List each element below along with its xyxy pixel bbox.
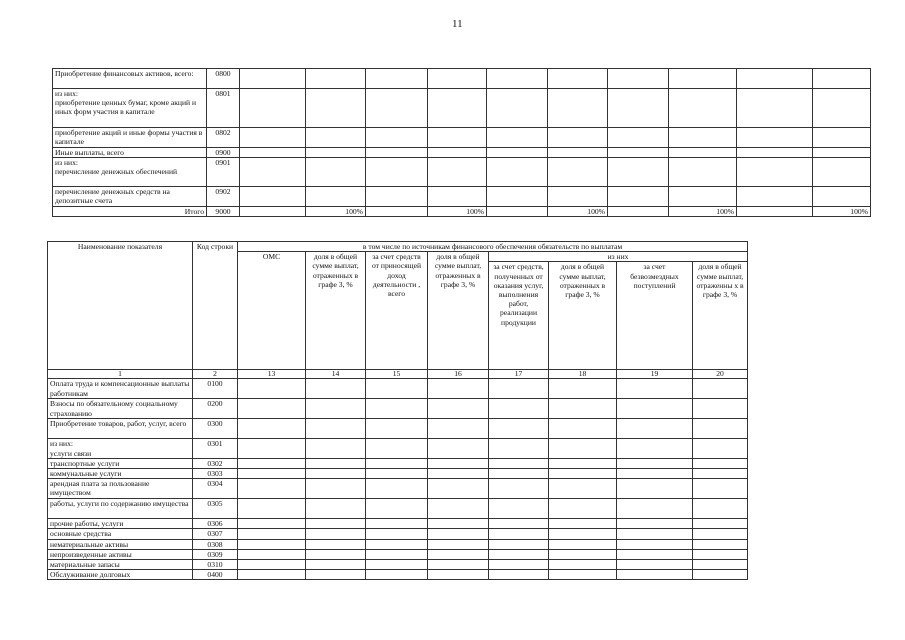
value-cell [238, 469, 306, 479]
value-cell [669, 187, 737, 206]
value-cell [306, 458, 366, 468]
total-code: 9000 [207, 206, 240, 216]
value-cell [489, 529, 549, 539]
value-cell [813, 148, 871, 158]
value-cell [617, 458, 693, 468]
row-name: нематериальные активы [48, 539, 193, 549]
value-cell [549, 499, 617, 519]
value-cell [366, 570, 428, 580]
row-code: 0301 [193, 439, 238, 458]
value-cell [549, 560, 617, 570]
column-number: 15 [366, 370, 428, 379]
row-name: Приобретение товаров, работ, услуг, всего [48, 419, 193, 439]
value-cell [240, 206, 306, 216]
total-percent: 100% [548, 206, 608, 216]
value-cell [487, 158, 548, 187]
value-cell [306, 379, 366, 399]
row-code: 0307 [193, 529, 238, 539]
value-cell [306, 148, 366, 158]
value-cell [366, 479, 428, 499]
value-cell [428, 148, 487, 158]
value-cell [693, 399, 748, 419]
value-cell [737, 69, 813, 89]
value-cell [669, 148, 737, 158]
total-percent: 100% [813, 206, 871, 216]
value-cell [238, 539, 306, 549]
row-name: Приобретение финансовых активов, всего: [53, 69, 207, 89]
row-name: работы, услуги по содержанию имущества [48, 499, 193, 519]
table-row [48, 570, 748, 580]
value-cell [669, 69, 737, 89]
value-cell [489, 479, 549, 499]
value-cell [693, 419, 748, 439]
value-cell [549, 479, 617, 499]
value-cell [693, 469, 748, 479]
value-cell [366, 379, 428, 399]
value-cell [693, 499, 748, 519]
value-cell [306, 128, 366, 148]
value-cell [693, 529, 748, 539]
value-cell [693, 379, 748, 399]
value-cell [617, 549, 693, 559]
value-cell [693, 479, 748, 499]
table-row [48, 479, 748, 499]
value-cell [306, 69, 366, 89]
value-cell [608, 69, 669, 89]
row-name: основные средства [48, 529, 193, 539]
value-cell [428, 187, 487, 206]
row-code: 0900 [207, 148, 240, 158]
row-code: 0303 [193, 469, 238, 479]
value-cell [617, 529, 693, 539]
header-share-3: доля в общей сумме выплат, отраженных в графе 3, % [549, 262, 617, 370]
value-cell [240, 187, 306, 206]
financial-assets-table [52, 68, 871, 217]
value-cell [238, 399, 306, 419]
header-indicator-name: Наименование показателя [48, 242, 193, 370]
value-cell [306, 187, 366, 206]
value-cell [489, 560, 549, 570]
value-cell [238, 379, 306, 399]
value-cell [428, 570, 489, 580]
value-cell [548, 69, 608, 89]
value-cell [608, 128, 669, 148]
value-cell [238, 529, 306, 539]
value-cell [549, 519, 617, 529]
row-code: 0100 [193, 379, 238, 399]
value-cell [617, 560, 693, 570]
header-of-which: из них [489, 252, 748, 262]
column-number: 1 [48, 370, 193, 379]
row-code: 0300 [193, 419, 238, 439]
value-cell [306, 158, 366, 187]
value-cell [240, 148, 306, 158]
value-cell [489, 539, 549, 549]
header-share-2: доля в общей сумме выплат, отраженных в графе 3, % [428, 252, 489, 370]
value-cell [487, 69, 548, 89]
value-cell [487, 148, 548, 158]
value-cell [366, 187, 428, 206]
value-cell [617, 499, 693, 519]
row-name: арендная плата за пользование имуществом [48, 479, 193, 499]
value-cell [737, 148, 813, 158]
value-cell [238, 439, 306, 458]
table-row [48, 519, 748, 529]
value-cell [813, 158, 871, 187]
value-cell [428, 128, 487, 148]
value-cell [366, 148, 428, 158]
value-cell [489, 379, 549, 399]
value-cell [489, 549, 549, 559]
value-cell [306, 539, 366, 549]
value-cell [366, 399, 428, 419]
value-cell [487, 187, 548, 206]
value-cell [366, 469, 428, 479]
column-number: 17 [489, 370, 549, 379]
value-cell [693, 570, 748, 580]
value-cell [549, 539, 617, 549]
value-cell [366, 89, 428, 128]
value-cell [306, 519, 366, 529]
row-code: 0305 [193, 499, 238, 519]
value-cell [238, 479, 306, 499]
value-cell [813, 187, 871, 206]
table-row [48, 439, 748, 458]
column-number: 16 [428, 370, 489, 379]
value-cell [238, 419, 306, 439]
value-cell [813, 128, 871, 148]
column-number: 14 [306, 370, 366, 379]
value-cell [428, 458, 489, 468]
value-cell [366, 69, 428, 89]
table-row [48, 469, 748, 479]
row-code: 0306 [193, 519, 238, 529]
row-code: 0309 [193, 549, 238, 559]
value-cell [737, 158, 813, 187]
value-cell [617, 519, 693, 529]
row-code: 0308 [193, 539, 238, 549]
value-cell [428, 439, 489, 458]
value-cell [366, 439, 428, 458]
value-cell [240, 158, 306, 187]
value-cell [238, 570, 306, 580]
table-row [53, 187, 871, 206]
value-cell [428, 519, 489, 529]
column-number: 18 [549, 370, 617, 379]
total-row [53, 206, 871, 216]
value-cell [306, 399, 366, 419]
value-cell [549, 458, 617, 468]
value-cell [737, 128, 813, 148]
value-cell [428, 399, 489, 419]
table-row [53, 69, 871, 89]
row-code: 0310 [193, 560, 238, 570]
value-cell [428, 549, 489, 559]
row-name: приобретение акций и иные формы участия в капитале [53, 128, 207, 148]
total-label: Итого [53, 206, 207, 216]
header-share-4: доля в общей сумме выплат, отраженны х в графе 3, % [693, 262, 748, 370]
value-cell [548, 148, 608, 158]
value-cell [693, 458, 748, 468]
value-cell [366, 128, 428, 148]
value-cell [693, 560, 748, 570]
value-cell [693, 439, 748, 458]
value-cell [608, 89, 669, 128]
value-cell [737, 89, 813, 128]
value-cell [428, 69, 487, 89]
row-code: 0802 [207, 128, 240, 148]
value-cell [489, 399, 549, 419]
table-row [53, 148, 871, 158]
value-cell [366, 519, 428, 529]
row-code: 0800 [207, 69, 240, 89]
value-cell [306, 529, 366, 539]
value-cell [489, 469, 549, 479]
value-cell [617, 539, 693, 549]
value-cell [549, 439, 617, 458]
value-cell [240, 89, 306, 128]
header-sources-group: в том числе по источникам финансового обеспечения обязательств по выплатам [238, 242, 748, 252]
value-cell [428, 529, 489, 539]
table-row [48, 379, 748, 399]
column-number: 2 [193, 370, 238, 379]
value-cell [428, 539, 489, 549]
value-cell [549, 549, 617, 559]
value-cell [693, 549, 748, 559]
value-cell [240, 128, 306, 148]
value-cell [487, 89, 548, 128]
value-cell [238, 499, 306, 519]
value-cell [428, 419, 489, 439]
value-cell [617, 439, 693, 458]
value-cell [487, 128, 548, 148]
expenses-by-source-table [47, 241, 748, 580]
value-cell [366, 458, 428, 468]
table-row [48, 539, 748, 549]
value-cell [428, 469, 489, 479]
value-cell [238, 560, 306, 570]
column-number: 20 [693, 370, 748, 379]
table-row [48, 549, 748, 559]
value-cell [608, 187, 669, 206]
value-cell [238, 519, 306, 529]
value-cell [366, 529, 428, 539]
table-row [48, 499, 748, 519]
table-row [53, 128, 871, 148]
value-cell [366, 499, 428, 519]
row-name: транспортные услуги [48, 458, 193, 468]
row-code: 0801 [207, 89, 240, 128]
value-cell [306, 469, 366, 479]
table-row [48, 560, 748, 570]
row-code: 0902 [207, 187, 240, 206]
value-cell [306, 439, 366, 458]
value-cell [608, 148, 669, 158]
value-cell [428, 379, 489, 399]
value-cell [489, 499, 549, 519]
value-cell [693, 519, 748, 529]
total-percent: 100% [669, 206, 737, 216]
row-name: из них: приобретение ценных бумаг, кроме акций и иных форм участия в капитале [53, 89, 207, 128]
value-cell [737, 187, 813, 206]
value-cell [306, 549, 366, 559]
header-services-revenue: за счет средств, полученных от оказания услуг, выполнения работ, реализации продукции [489, 262, 549, 370]
value-cell [549, 469, 617, 479]
value-cell [549, 419, 617, 439]
value-cell [669, 89, 737, 128]
table-row [48, 419, 748, 439]
value-cell [548, 89, 608, 128]
value-cell [737, 206, 813, 216]
value-cell [548, 187, 608, 206]
value-cell [489, 439, 549, 458]
row-name: из них: услуги связи [48, 439, 193, 458]
value-cell [489, 519, 549, 529]
row-code: 0302 [193, 458, 238, 468]
value-cell [428, 479, 489, 499]
value-cell [366, 539, 428, 549]
value-cell [428, 89, 487, 128]
row-name: из них: перечисление денежных обеспечений [53, 158, 207, 187]
header-income-activity: за счет средств от приносящей доход деятельности , всего [366, 252, 428, 370]
row-code: 0901 [207, 158, 240, 187]
value-cell [617, 379, 693, 399]
row-name: коммунальные услуги [48, 469, 193, 479]
row-code: 0400 [193, 570, 238, 580]
row-code: 0304 [193, 479, 238, 499]
header-gratuitous-receipts: за счет безвозмездных поступлений [617, 262, 693, 370]
row-name: прочие работы, услуги [48, 519, 193, 529]
value-cell [617, 479, 693, 499]
value-cell [489, 458, 549, 468]
value-cell [487, 206, 548, 216]
total-percent: 100% [306, 206, 366, 216]
value-cell [693, 539, 748, 549]
value-cell [238, 458, 306, 468]
row-name: Взносы по обязательному социальному страхованию [48, 399, 193, 419]
column-number: 13 [238, 370, 306, 379]
value-cell [428, 560, 489, 570]
value-cell [306, 89, 366, 128]
total-percent: 100% [428, 206, 487, 216]
value-cell [306, 570, 366, 580]
value-cell [428, 499, 489, 519]
value-cell [240, 69, 306, 89]
value-cell [608, 206, 669, 216]
value-cell [617, 469, 693, 479]
value-cell [813, 89, 871, 128]
value-cell [366, 206, 428, 216]
row-code: 0200 [193, 399, 238, 419]
value-cell [549, 570, 617, 580]
row-name: перечисление денежных средств на депозитные счета [53, 187, 207, 206]
header-oms: ОМС [238, 252, 306, 370]
value-cell [306, 499, 366, 519]
table-row [48, 458, 748, 468]
value-cell [669, 158, 737, 187]
value-cell [813, 69, 871, 89]
row-name: Иные выплаты, всего [53, 148, 207, 158]
row-name: Оплата труда и компенсационные выплаты работникам [48, 379, 193, 399]
table-row [53, 89, 871, 128]
value-cell [366, 560, 428, 570]
table-row [48, 529, 748, 539]
table-row [53, 158, 871, 187]
column-number: 19 [617, 370, 693, 379]
value-cell [608, 158, 669, 187]
value-cell [617, 419, 693, 439]
value-cell [366, 158, 428, 187]
value-cell [549, 399, 617, 419]
value-cell [548, 128, 608, 148]
value-cell [306, 560, 366, 570]
value-cell [366, 419, 428, 439]
value-cell [549, 379, 617, 399]
table-row [48, 399, 748, 419]
value-cell [489, 419, 549, 439]
value-cell [306, 419, 366, 439]
row-name: материальные запасы [48, 560, 193, 570]
value-cell [306, 479, 366, 499]
value-cell [428, 158, 487, 187]
row-name: Обслуживание долговых [48, 570, 193, 580]
value-cell [489, 570, 549, 580]
value-cell [617, 570, 693, 580]
header-row-code: Код строки [193, 242, 238, 370]
value-cell [238, 549, 306, 559]
row-name: непроизведенные активы [48, 549, 193, 559]
value-cell [669, 128, 737, 148]
value-cell [549, 529, 617, 539]
value-cell [548, 158, 608, 187]
value-cell [617, 399, 693, 419]
value-cell [366, 549, 428, 559]
header-share-1: доля в общей сумме выплат, отраженных в графе 3, % [306, 252, 366, 370]
page-number: 11 [452, 18, 463, 30]
